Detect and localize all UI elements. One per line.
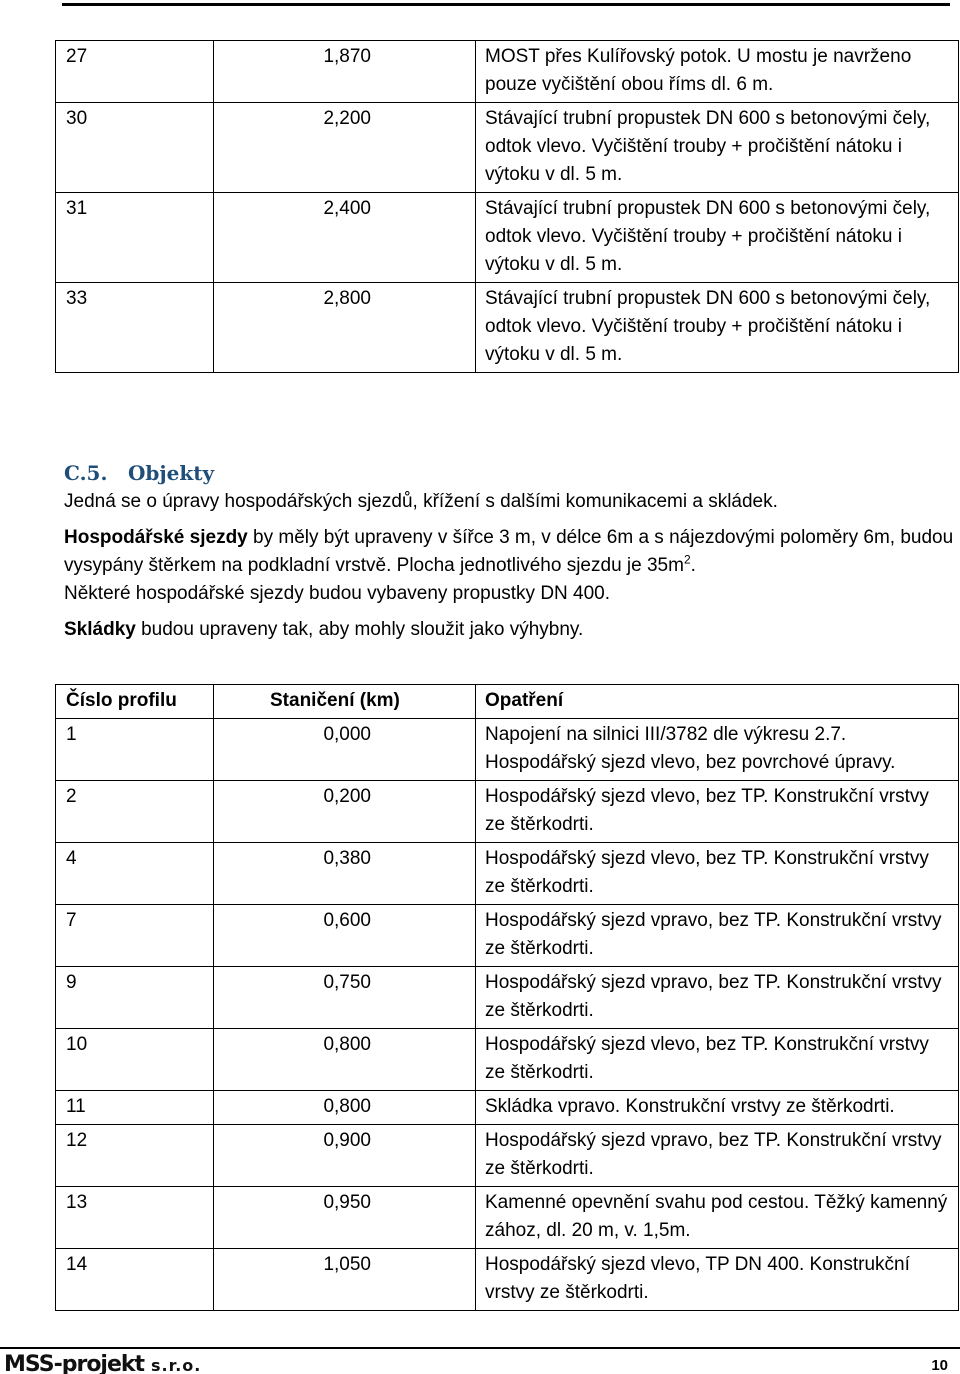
table-row xyxy=(56,103,959,193)
table-row xyxy=(56,41,959,103)
paragraph-end: . xyxy=(690,555,696,576)
station-cell: 2,200 xyxy=(214,103,476,193)
profile-cell: 27 xyxy=(56,41,214,103)
header-station: Staničení (km) xyxy=(214,685,476,719)
measure-cell: Stávající trubní propustek DN 600 s betonovými čely, odtok vlevo. Vyčištění trouby + pročištění nátoku i výtoku v dl. 5 m. xyxy=(476,103,959,193)
header-measure: Opatření xyxy=(476,685,959,719)
station-cell: 1,050 xyxy=(214,1249,476,1311)
profile-cell: 11 xyxy=(56,1091,214,1125)
station-cell: 0,200 xyxy=(214,781,476,843)
measure-cell: Hospodářský sjezd vlevo, bez TP. Konstrukční vrstvy ze štěrkodrti. xyxy=(476,1029,959,1091)
profile-cell: 4 xyxy=(56,843,214,905)
measure-cell: Hospodářský sjezd vpravo, bez TP. Konstrukční vrstvy ze štěrkodrti. xyxy=(476,1125,959,1187)
term-dumps: Skládky xyxy=(64,619,136,640)
section-heading xyxy=(64,458,954,488)
table-row xyxy=(56,905,959,967)
measure-cell: Kamenné opevnění svahu pod cestou. Těžký kamenný zához, dl. 20 m, v. 1,5m. xyxy=(476,1187,959,1249)
measure-cell: Skládka vpravo. Konstrukční vrstvy ze štěrkodrti. xyxy=(476,1091,959,1125)
measure-cell: Hospodářský sjezd vlevo, bez TP. Konstrukční vrstvy ze štěrkodrti. xyxy=(476,781,959,843)
section-title: Objekty xyxy=(128,461,215,485)
paragraph-dumps xyxy=(64,616,954,644)
header-rule xyxy=(62,3,950,6)
station-cell: 0,900 xyxy=(214,1125,476,1187)
paragraph-text: by měly být upraveny v šířce 3 m, v délce 6m a s nájezdovými poloměry 6m, budou vysypány štěrkem na podkladní vrstvě. Plocha jednotlivého sjezdu je 35m xyxy=(64,527,954,576)
measure-cell: Hospodářský sjezd vlevo, bez TP. Konstrukční vrstvy ze štěrkodrti. xyxy=(476,843,959,905)
company-logo xyxy=(4,1350,201,1374)
section-number: C.5. xyxy=(64,461,108,485)
table-row xyxy=(56,719,959,781)
measure-cell: Hospodářský sjezd vlevo, TP DN 400. Konstrukční vrstvy ze štěrkodrti. xyxy=(476,1249,959,1311)
section-objects xyxy=(64,458,954,644)
table-row xyxy=(56,967,959,1029)
measures-table-continued xyxy=(55,40,959,373)
station-cell: 0,800 xyxy=(214,1029,476,1091)
table-row xyxy=(56,1125,959,1187)
profile-cell: 30 xyxy=(56,103,214,193)
profile-cell: 12 xyxy=(56,1125,214,1187)
table-row xyxy=(56,1091,959,1125)
paragraph-intro: Jedná se o úpravy hospodářských sjezdů, křížení s dalšími komunikacemi a skládek. xyxy=(64,491,778,512)
page-number: 10 xyxy=(931,1357,948,1374)
table-row xyxy=(56,193,959,283)
profile-cell: 33 xyxy=(56,283,214,373)
footer-rule xyxy=(0,1347,960,1349)
measure-cell: Napojení na silnici III/3782 dle výkresu 2.7. Hospodářský sjezd vlevo, bez povrchové úpravy. xyxy=(476,719,959,781)
page-footer xyxy=(0,1344,960,1374)
profile-cell: 2 xyxy=(56,781,214,843)
profile-cell: 9 xyxy=(56,967,214,1029)
table-row xyxy=(56,843,959,905)
station-cell: 0,950 xyxy=(214,1187,476,1249)
table-row xyxy=(56,1249,959,1311)
profile-cell: 1 xyxy=(56,719,214,781)
table-row xyxy=(56,1187,959,1249)
header-profile: Číslo profilu xyxy=(56,685,214,719)
logo-suffix: s.r.o. xyxy=(151,1356,202,1374)
measure-cell: Hospodářský sjezd vpravo, bez TP. Konstrukční vrstvy ze štěrkodrti. xyxy=(476,967,959,1029)
station-cell: 0,000 xyxy=(214,719,476,781)
logo-main: MSS-projekt xyxy=(4,1352,145,1374)
term-farm-driveways: Hospodářské sjezdy xyxy=(64,527,248,548)
profile-cell: 31 xyxy=(56,193,214,283)
table-row xyxy=(56,283,959,373)
paragraph-culverts: Některé hospodářské sjezdy budou vybaveny propustky DN 400. xyxy=(64,583,611,604)
profile-cell: 14 xyxy=(56,1249,214,1311)
station-cell: 1,870 xyxy=(214,41,476,103)
superscript: 2 xyxy=(683,552,691,567)
profile-cell: 10 xyxy=(56,1029,214,1091)
measure-cell: MOST přes Kulířovský potok. U mostu je navrženo pouze vyčištění obou říms dl. 6 m. xyxy=(476,41,959,103)
station-cell: 0,750 xyxy=(214,967,476,1029)
objects-table xyxy=(55,684,959,1311)
table-row xyxy=(56,781,959,843)
station-cell: 0,600 xyxy=(214,905,476,967)
table-header-row xyxy=(56,685,959,719)
measure-cell: Stávající trubní propustek DN 600 s betonovými čely, odtok vlevo. Vyčištění trouby + pročištění nátoku i výtoku v dl. 5 m. xyxy=(476,283,959,373)
profile-cell: 13 xyxy=(56,1187,214,1249)
measure-cell: Stávající trubní propustek DN 600 s betonovými čely, odtok vlevo. Vyčištění trouby + pročištění nátoku i výtoku v dl. 5 m. xyxy=(476,193,959,283)
paragraph-farm-driveways xyxy=(64,524,954,580)
profile-cell: 7 xyxy=(56,905,214,967)
table-row xyxy=(56,1029,959,1091)
paragraph-text: budou upraveny tak, aby mohly sloužit jako výhybny. xyxy=(135,619,584,640)
station-cell: 2,400 xyxy=(214,193,476,283)
measure-cell: Hospodářský sjezd vpravo, bez TP. Konstrukční vrstvy ze štěrkodrti. xyxy=(476,905,959,967)
station-cell: 2,800 xyxy=(214,283,476,373)
station-cell: 0,800 xyxy=(214,1091,476,1125)
station-cell: 0,380 xyxy=(214,843,476,905)
